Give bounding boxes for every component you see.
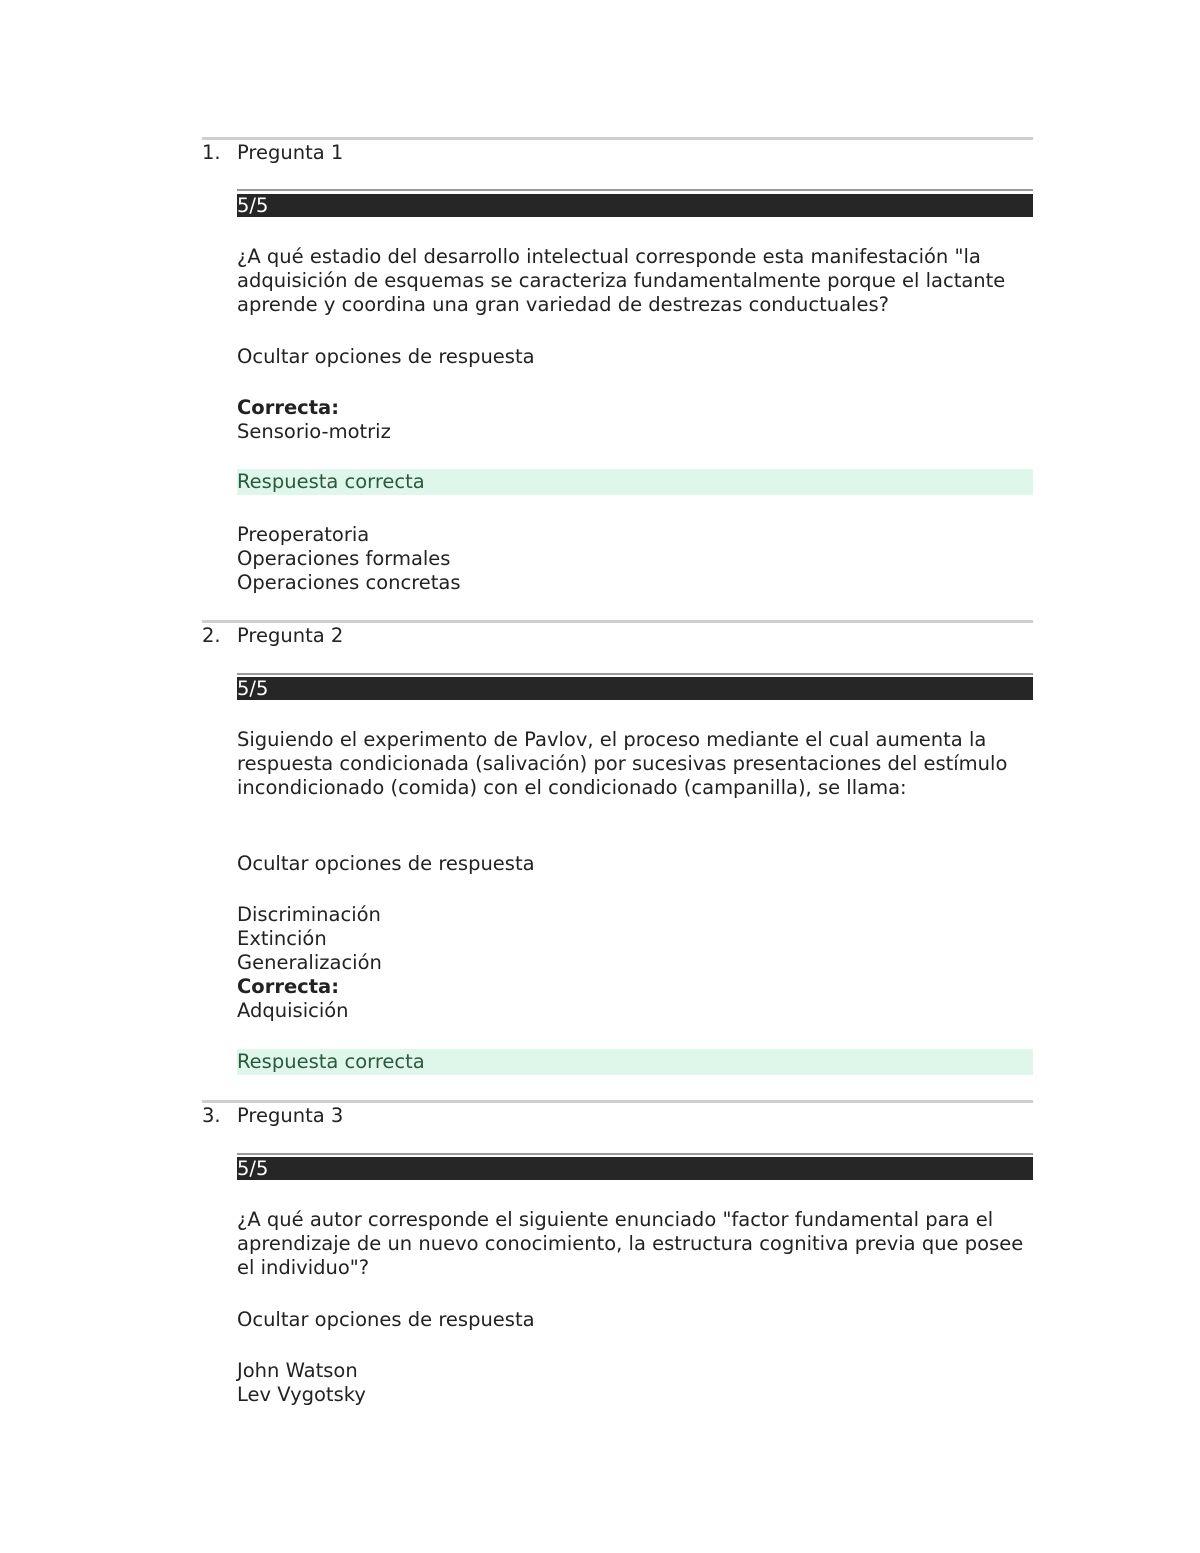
correct-label: Correcta: — [237, 396, 340, 419]
question-text: ¿A qué estadio del desarrollo intelectual corresponde esta manifestación "la adquisición de esquemas se caracteriza fundamentalmente porque el lactante aprende y coordina una gran variedad de destrezas conductuales? — [237, 245, 1006, 316]
answer-option: Operaciones formales — [237, 547, 451, 570]
answer-option: Lev Vygotsky — [237, 1383, 366, 1406]
answer-option: Discriminación — [237, 903, 381, 926]
answer-option: Extinción — [237, 927, 327, 950]
score-bar: 5/5 — [237, 677, 1033, 700]
correct-answer: Sensorio-motriz — [237, 420, 391, 443]
hide-options-link[interactable]: Ocultar opciones de respuesta — [237, 1308, 535, 1331]
question-title: Pregunta 1 — [237, 141, 344, 164]
correct-answer: Adquisición — [237, 999, 349, 1022]
question-divider — [202, 1100, 1033, 1103]
score-rule — [237, 189, 1033, 191]
question-number: 3. — [202, 1104, 221, 1127]
answer-option: John Watson — [237, 1359, 358, 1382]
question-title: Pregunta 3 — [237, 1104, 344, 1127]
score-bar: 5/5 — [237, 194, 1033, 217]
question-title: Pregunta 2 — [237, 624, 344, 647]
feedback-banner: Respuesta correcta — [237, 1049, 1033, 1075]
question-divider — [202, 620, 1033, 623]
hide-options-link[interactable]: Ocultar opciones de respuesta — [237, 852, 535, 875]
hide-options-link[interactable]: Ocultar opciones de respuesta — [237, 345, 535, 368]
feedback-banner: Respuesta correcta — [237, 469, 1033, 495]
question-divider — [202, 137, 1033, 140]
question-number: 2. — [202, 624, 221, 647]
score-rule — [237, 673, 1033, 675]
question-number: 1. — [202, 141, 221, 164]
answer-option: Generalización — [237, 951, 382, 974]
question-text: Siguiendo el experimento de Pavlov, el proceso mediante el cual aumenta la respuesta condicionada (salivación) por sucesivas presentaciones del estímulo incondicionado (comida) con el condicionado (campanilla), se llama: — [237, 728, 1008, 799]
correct-label: Correcta: — [237, 975, 340, 998]
score-rule — [237, 1153, 1033, 1155]
question-text: ¿A qué autor corresponde el siguiente enunciado "factor fundamental para el aprendizaje de un nuevo conocimiento, la estructura cognitiva previa que posee el individuo"? — [237, 1208, 1024, 1279]
answer-option: Preoperatoria — [237, 523, 370, 546]
score-bar: 5/5 — [237, 1157, 1033, 1180]
answer-option: Operaciones concretas — [237, 571, 461, 594]
